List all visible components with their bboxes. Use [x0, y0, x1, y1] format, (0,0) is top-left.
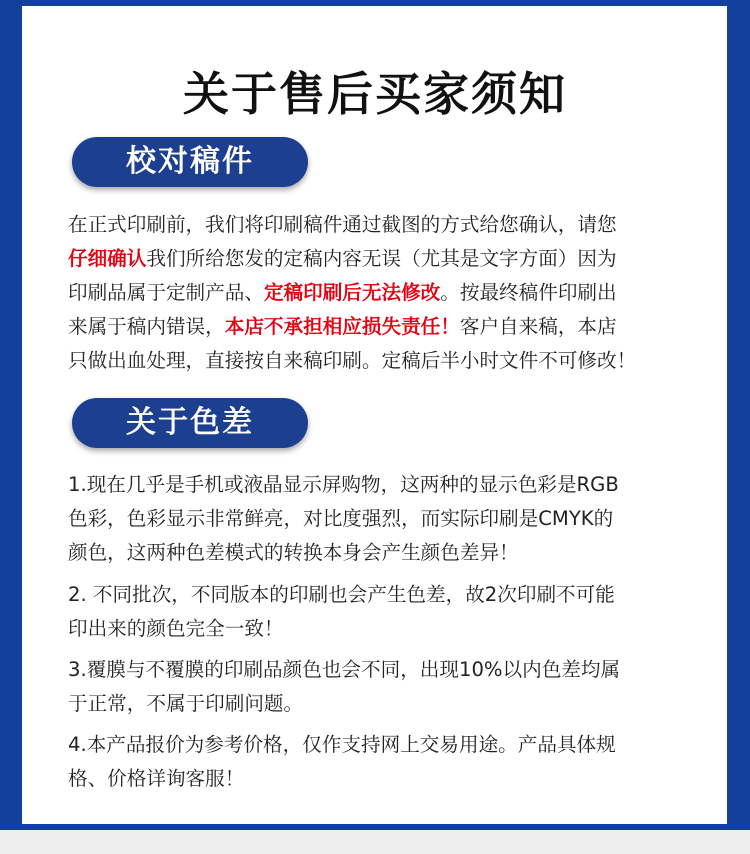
proofing-paragraph: [68, 208, 698, 378]
paragraph-line: [68, 344, 698, 378]
paragraph-line: [68, 310, 698, 344]
text-run: 来属于稿内错误，: [68, 315, 225, 338]
page-title: 关于售后买家须知: [183, 67, 567, 121]
section-heading-color-difference: 关于色差: [72, 398, 308, 448]
color-note-4: [68, 728, 698, 796]
paragraph-line: 颜色，这两种色差模式的转换本身会产生颜色差异！: [68, 541, 519, 564]
bottom-strip: [0, 830, 750, 854]
highlight-text: 定稿印刷后无法修改: [263, 281, 441, 304]
highlight-text: 仔细确认: [68, 247, 147, 270]
paragraph-line: 2. 不同批次，不同版本的印刷也会产生色差，故2次印刷不可能: [68, 583, 615, 606]
paragraph-line: 色彩，色彩显示非常鲜亮，对比度强烈，而实际印刷是CMYK的: [68, 507, 614, 530]
paragraph-line: 格、价格详询客服！: [68, 767, 245, 790]
paragraph-line: [68, 208, 698, 242]
paragraph-line: 印出来的颜色完全一致！: [68, 617, 284, 640]
paragraph-line: 1.现在几乎是手机或液晶显示屏购物，这两种的显示色彩是RGB: [68, 473, 619, 496]
text-run: 只做出血处理，直接按自来稿印刷。定稿后半小时文件不可修改！: [68, 349, 637, 372]
highlight-text: 本店不承担相应损失责任！: [224, 315, 460, 338]
color-note-1: [68, 468, 698, 570]
color-note-2: [68, 578, 698, 646]
paragraph-line: [68, 276, 698, 310]
paragraph-line: 3.覆膜与不覆膜的印刷品颜色也会不同，出现10%以内色差均属: [68, 658, 621, 681]
text-run: 印刷品属于定制产品、: [68, 281, 264, 304]
paragraph-line: 4.本产品报价为参考价格，仅作支持网上交易用途。产品具体规: [68, 733, 616, 756]
text-run: 。按最终稿件印刷出: [440, 281, 617, 304]
text-run: 在正式印刷前，我们将印刷稿件通过截图的方式给您确认，请您: [68, 213, 617, 236]
text-run: 我们所给您发的定稿内容无误（尤其是文字方面）因为: [146, 247, 617, 270]
section-heading-proofing: 校对稿件: [72, 137, 308, 187]
color-note-3: [68, 653, 698, 721]
paragraph-line: [68, 242, 698, 276]
text-run: 客户自来稿，本店: [459, 315, 617, 338]
paragraph-line: 于正常，不属于印刷问题。: [68, 692, 304, 715]
